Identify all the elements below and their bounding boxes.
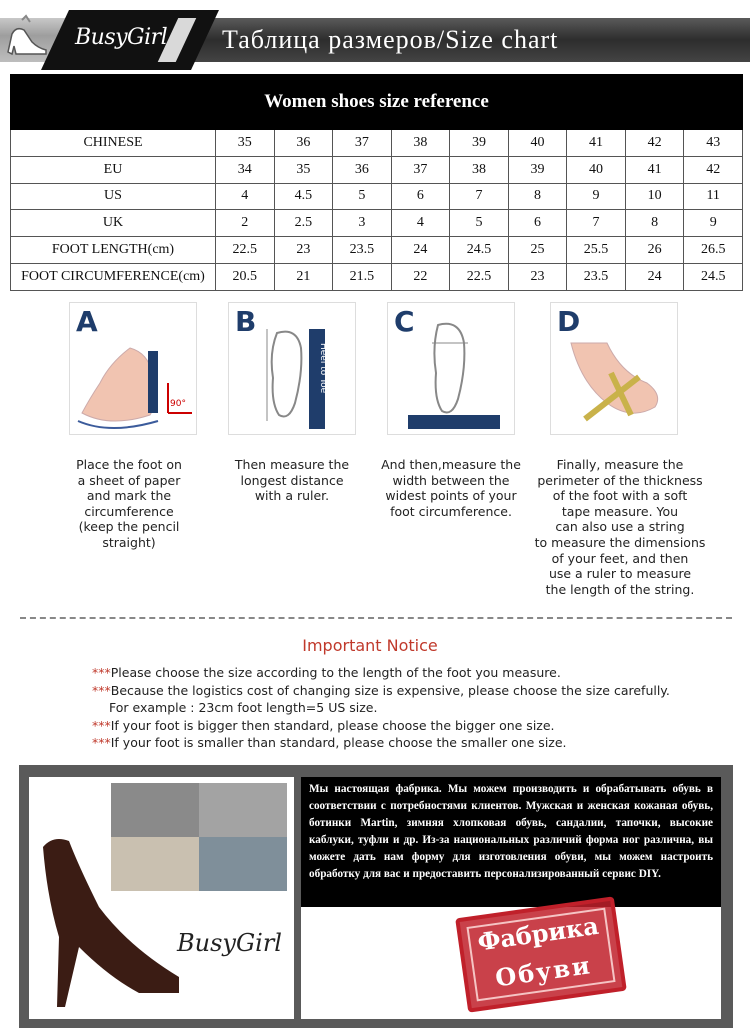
- table-row: [11, 263, 743, 290]
- table-title: Women shoes size reference: [11, 75, 743, 130]
- size-cell: 26.5: [684, 237, 743, 264]
- size-cell: 3: [333, 210, 392, 237]
- notice-list: [92, 664, 670, 752]
- table-row: [11, 183, 743, 210]
- size-cell: 5: [333, 183, 392, 210]
- step-c-text: And then,measure the width between the widest points of your foot circumference.: [381, 457, 521, 519]
- size-cell: 34: [216, 156, 275, 183]
- header-banner: [0, 10, 750, 70]
- size-chart-table: [10, 74, 743, 291]
- table-row: [11, 130, 743, 157]
- notice-line: ***Because the logistics cost of changing size is expensive, please choose the size carefully.: [92, 682, 670, 698]
- footprint-width-icon: [388, 303, 516, 436]
- size-cell: 22: [391, 263, 450, 290]
- size-cell: 20.5: [216, 263, 275, 290]
- step-letter: C: [394, 305, 415, 338]
- size-cell: 4.5: [274, 183, 333, 210]
- size-cell: 7: [567, 210, 626, 237]
- factory-description: Мы настоящая фабрика. Мы можем производить и обрабатывать обувь в соответствии с потребностями клиентов. Мужская и женская кожаная обувь, ботинки Martin, зимняя хлопковая обувь, сандалии, тапочки, высокие каблуки, туфли и др. Из-за национальных различий форма ног различна, вы можете дать нам форму для изготовления обуви, мы можем настроить обработку для вас и предоставить персонализированный сервис DIY.: [301, 777, 721, 907]
- high-heel-shoe-icon: [29, 827, 189, 1017]
- size-cell: 2: [216, 210, 275, 237]
- size-cell: 22.5: [450, 263, 509, 290]
- size-cell: 11: [684, 183, 743, 210]
- size-cell: 36: [333, 156, 392, 183]
- table-row: [11, 156, 743, 183]
- size-cell: 2.5: [274, 210, 333, 237]
- notice-title: Important Notice: [302, 636, 438, 655]
- angle-label: 90°: [170, 399, 186, 409]
- brand-logo-bottom: BusyGirl: [177, 929, 282, 957]
- foot-tape-measure-icon: [551, 303, 679, 436]
- ruler-label: Heel to Toe: [318, 343, 328, 394]
- size-cell: 37: [333, 130, 392, 157]
- step-d-text: Finally, measure the perimeter of the thickness of the foot with a soft tape measure. You can also use a string to measure the dimensions of your feet, and then use a ruler to measure the length of the string.: [534, 457, 706, 597]
- size-cell: 39: [450, 130, 509, 157]
- row-label: FOOT CIRCUMFERENCE(cm): [11, 263, 216, 290]
- row-label: FOOT LENGTH(cm): [11, 237, 216, 264]
- notice-line: ***If your foot is smaller than standard, please choose the smaller one size.: [92, 735, 567, 750]
- size-cell: 24.5: [684, 263, 743, 290]
- foot-on-paper-icon: [70, 303, 198, 436]
- size-cell: 23: [508, 263, 567, 290]
- size-cell: 24: [391, 237, 450, 264]
- row-label: CHINESE: [11, 130, 216, 157]
- step-b-text: Then measure the longest distance with a ruler.: [234, 457, 350, 504]
- size-cell: 23: [274, 237, 333, 264]
- size-cell: 23.5: [333, 237, 392, 264]
- size-cell: 24.5: [450, 237, 509, 264]
- factory-photos: [29, 777, 294, 1019]
- size-cell: 10: [625, 183, 684, 210]
- size-cell: 24: [625, 263, 684, 290]
- step-b-image: [228, 302, 356, 435]
- size-cell: 8: [625, 210, 684, 237]
- size-cell: 9: [684, 210, 743, 237]
- size-cell: 7: [450, 183, 509, 210]
- size-cell: 40: [567, 156, 626, 183]
- size-cell: 36: [274, 130, 333, 157]
- size-cell: 39: [508, 156, 567, 183]
- row-label: EU: [11, 156, 216, 183]
- high-heel-icon: [2, 12, 50, 60]
- size-cell: 43: [684, 130, 743, 157]
- table-row: [11, 210, 743, 237]
- size-cell: 6: [391, 183, 450, 210]
- size-cell: 23.5: [567, 263, 626, 290]
- footprint-ruler-icon: [229, 303, 357, 436]
- table-title-row: [11, 75, 743, 130]
- size-cell: 4: [391, 210, 450, 237]
- size-cell: 6: [508, 210, 567, 237]
- notice-line: For example : 23cm foot length=5 US size.: [109, 700, 378, 715]
- notice-line: ***Please choose the size according to the length of the foot you measure.: [92, 665, 561, 680]
- step-letter: A: [76, 305, 98, 338]
- step-letter: D: [557, 305, 581, 338]
- size-cell: 5: [450, 210, 509, 237]
- size-cell: 25: [508, 237, 567, 264]
- size-cell: 25.5: [567, 237, 626, 264]
- size-cell: 21: [274, 263, 333, 290]
- size-cell: 37: [391, 156, 450, 183]
- step-a-image: [69, 302, 197, 435]
- notice-line: ***If your foot is bigger then standard, please choose the bigger one size.: [92, 717, 555, 733]
- size-cell: 38: [391, 130, 450, 157]
- size-cell: 35: [274, 156, 333, 183]
- size-cell: 42: [625, 130, 684, 157]
- size-cell: 4: [216, 183, 275, 210]
- factory-photo: [199, 837, 287, 891]
- step-a-text: Place the foot on a sheet of paper and mark the circumference (keep the pencil straight): [76, 457, 182, 550]
- stamp-area: [301, 907, 721, 1019]
- size-cell: 41: [625, 156, 684, 183]
- size-cell: 40: [508, 130, 567, 157]
- size-cell: 21.5: [333, 263, 392, 290]
- size-cell: 35: [216, 130, 275, 157]
- step-letter: B: [235, 305, 257, 338]
- size-cell: 42: [684, 156, 743, 183]
- size-cell: 41: [567, 130, 626, 157]
- size-cell: 22.5: [216, 237, 275, 264]
- step-d-image: [550, 302, 678, 435]
- factory-panel: [19, 765, 733, 1028]
- size-cell: 9: [567, 183, 626, 210]
- brand-logo-text: BusyGirl: [75, 25, 168, 50]
- size-cell: 26: [625, 237, 684, 264]
- size-cell: 38: [450, 156, 509, 183]
- size-cell: 8: [508, 183, 567, 210]
- factory-stamp: Фабрика Обуви: [455, 896, 627, 1012]
- factory-photo: [199, 783, 287, 837]
- table-row: [11, 237, 743, 264]
- step-c-image: [387, 302, 515, 435]
- divider: [20, 617, 732, 619]
- row-label: UK: [11, 210, 216, 237]
- row-label: US: [11, 183, 216, 210]
- page-title: Таблица размеров/Size chart: [222, 25, 559, 54]
